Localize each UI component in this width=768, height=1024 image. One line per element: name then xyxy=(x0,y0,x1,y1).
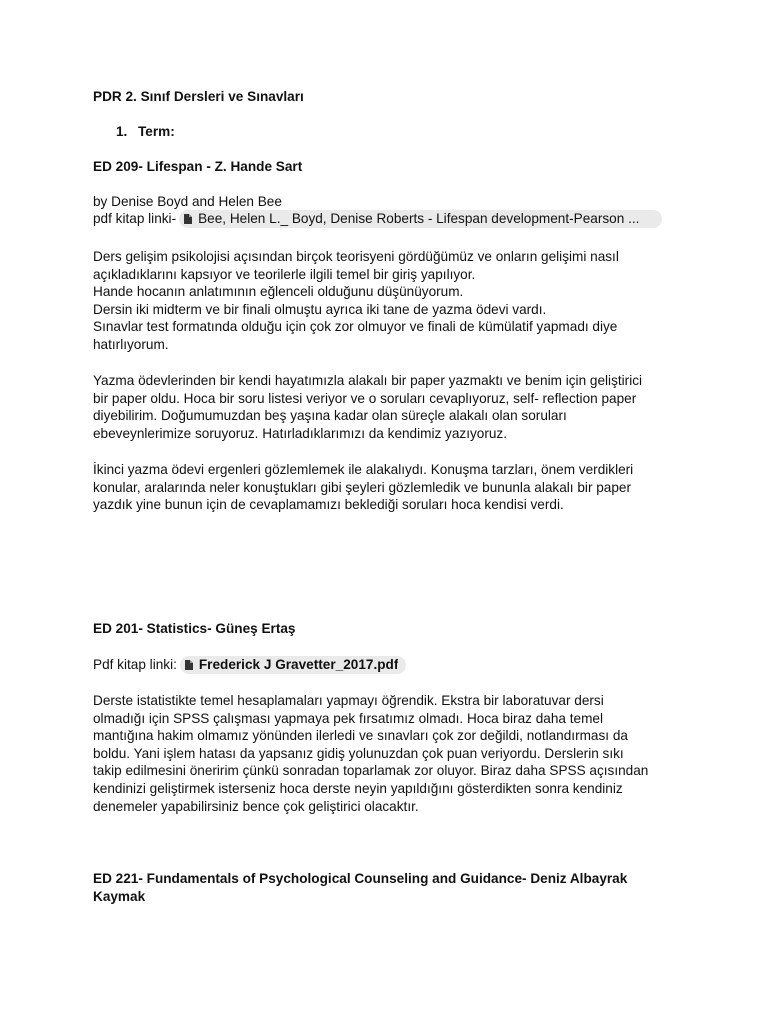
paragraph-line: açıkladıklarını kapsıyor ve teorilerle ilgili temel bir giriş yapılıyor. xyxy=(93,266,476,282)
paragraph xyxy=(93,692,678,815)
pdf-file-name: Frederick J Gravetter_2017.pdf xyxy=(198,657,399,673)
pdf-link-row xyxy=(93,210,662,228)
paragraph-line: kendinizi geliştirmek isterseniz hoca derste neyin yapıldığını gösterdikten sonra kendiniz xyxy=(93,780,623,796)
paragraph-line: olmadığı için SPSS çalışması yapmaya pek fırsatımız olmadı. Hoca biraz daha temel xyxy=(93,710,603,726)
paragraph-line: mantığına hakim olmamız yönünden ilerledi ve sınavları çok zor değildi, notlandırması da xyxy=(93,728,628,744)
term-label: Term: xyxy=(138,124,175,139)
term-number: 1. xyxy=(116,124,128,139)
paragraph-line: Ders gelişim psikolojisi açısından birçok teorisyeni gördüğümüz ve onların gelişimi nasıl xyxy=(93,249,619,264)
paragraph-line: ebeveynlerimize soruyoruz. Hatırladıklarımızı da kendimiz yazıyoruz. xyxy=(93,425,508,441)
pdf-link-label: pdf kitap linki- xyxy=(93,211,177,226)
paragraph-line: bir paper oldu. Hoca bir soru listesi veriyor ve o soruları cevaplıyoruz, self- reflection paper xyxy=(93,390,637,406)
paragraph-line: yazdık yine bunun için de cevaplamamızı beklediği soruları hoca kendisi verdi. xyxy=(93,497,564,513)
pdf-link-row xyxy=(93,656,406,674)
document-page xyxy=(93,0,683,1024)
paragraph-line: İkinci yazma ödevi ergenleri gözlemlemek ile alakalıydı. Konuşma tarzları, önem verdikleri xyxy=(93,462,634,477)
pdf-file-chip[interactable] xyxy=(180,656,406,674)
document-title: PDR 2. Sınıf Dersleri ve Sınavları xyxy=(93,89,304,104)
paragraph-line: Dersin iki midterm ve bir finali olmuştu ayrıca iki tane de yazma ödevi vardı. xyxy=(93,301,547,317)
course-heading: ED 209- Lifespan - Z. Hande Sart xyxy=(93,159,303,174)
pdf-file-chip[interactable] xyxy=(179,210,662,228)
course-heading: ED 201- Statistics- Güneş Ertaş xyxy=(93,621,296,636)
paragraph-line: boldu. Yani işlem hatası da yapsanız gidiş yolunuzdan çok puan veriyordu. Derslerin sıkı xyxy=(93,745,624,761)
paragraph-line: Hande hocanın anlatımının eğlenceli olduğunu düşünüyorum. xyxy=(93,284,464,300)
paragraph-line: Derste istatistikte temel hesaplamaları yapmayı öğrendik. Ekstra bir laboratuvar dersi xyxy=(93,693,604,708)
paragraph-line: konular, aralarında neler konuştukları gibi şeyleri gözlemledik ve bununla alakalı bir paper xyxy=(93,479,632,495)
term-heading xyxy=(116,123,175,141)
file-icon xyxy=(185,660,193,670)
heading-line: Kaymak xyxy=(93,888,146,904)
pdf-link-label: Pdf kitap linki: xyxy=(93,657,177,672)
paragraph-line: diyebilirim. Doğumumuzdan beş yaşına kadar olan süreçle alakalı olan soruları xyxy=(93,408,567,424)
author-line: by Denise Boyd and Helen Bee xyxy=(93,194,282,209)
paragraph xyxy=(93,248,678,354)
paragraph xyxy=(93,372,678,442)
pdf-file-name: Bee, Helen L._ Boyd, Denise Roberts - Lifespan development-Pearson ... xyxy=(198,211,640,227)
paragraph-line: hatırlıyorum. xyxy=(93,336,169,352)
course-heading xyxy=(93,870,678,905)
paragraph-line: Sınavlar test formatında olduğu için çok zor olmuyor ve finali de kümülatif yapmadı diye xyxy=(93,319,618,335)
heading-line: ED 221- Fundamentals of Psychological Counseling and Guidance- Deniz Albayrak xyxy=(93,871,628,886)
paragraph-line: Yazma ödevlerinden bir kendi hayatımızla alakalı bir paper yazmaktı ve benim için geliştirici xyxy=(93,373,643,388)
file-icon xyxy=(184,214,192,224)
paragraph xyxy=(93,461,678,514)
paragraph-line: denemeler yapabilirsiniz bence çok geliştirici olacaktır. xyxy=(93,798,419,814)
paragraph-line: takip edilmesini öneririm çünkü sonradan toparlamak zor oluyor. Biraz daha SPSS açısından xyxy=(93,763,649,779)
